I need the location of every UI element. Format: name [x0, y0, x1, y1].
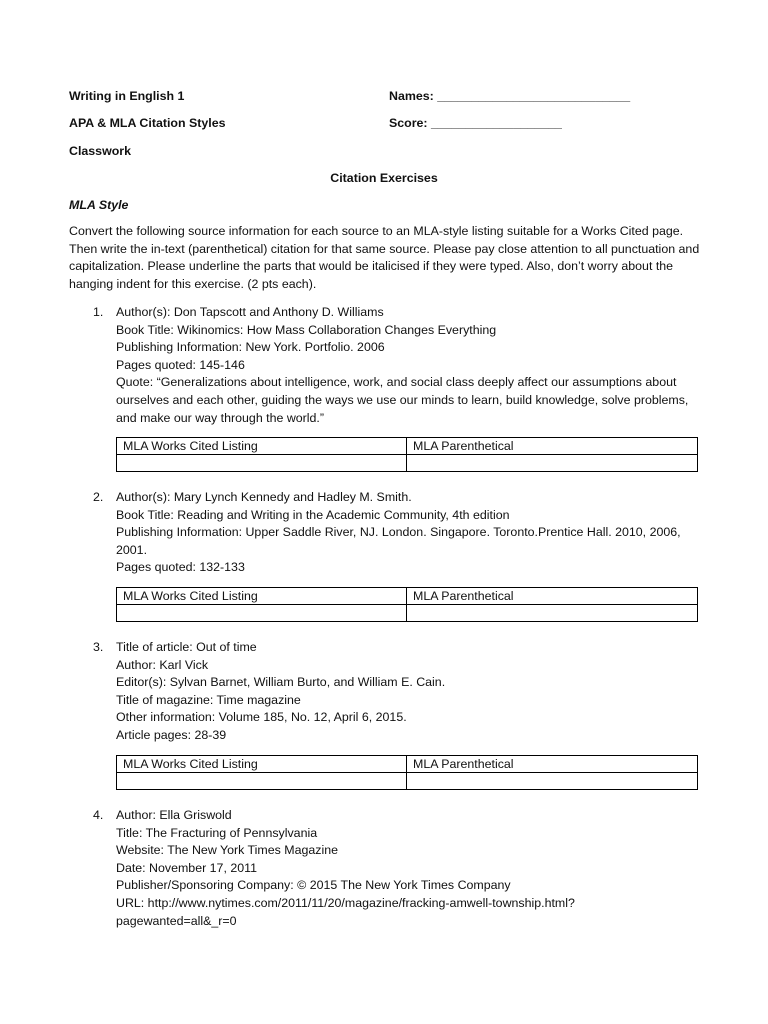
- item-number: 4.: [93, 808, 104, 822]
- item-url: URL: http://www.nytimes.com/2011/11/20/magazine/fracking-amwell-township.html?: [116, 895, 575, 910]
- parenthetical-answer-cell[interactable]: [407, 605, 698, 622]
- item-quote: Quote: “Generalizations about intelligence, work, and social class deeply affect our assumptions about ourselves and each other, guiding the ways we use our minds to learn, build knowledge, solve problems, and make our way through the world.”: [116, 375, 689, 425]
- item-line: Book Title: Reading and Writing in the Academic Community, 4th edition: [116, 507, 510, 522]
- item-line: Publisher/Sponsoring Company: © 2015 The New York Times Company: [116, 878, 511, 893]
- item-url-cont: pagewanted=all&_r=0: [116, 913, 237, 928]
- page-title: Citation Exercises: [330, 171, 438, 185]
- item-line: Other information: Volume 185, No. 12, April 6, 2015.: [116, 710, 407, 725]
- parenthetical-header: MLA Parenthetical: [407, 438, 698, 455]
- answer-table-1: [116, 437, 698, 472]
- works-cited-header: MLA Works Cited Listing: [117, 438, 407, 455]
- course-name: Writing in English 1: [69, 89, 185, 103]
- section-heading: MLA Style: [69, 198, 129, 212]
- works-cited-answer-cell[interactable]: [117, 773, 407, 790]
- item-number: 2.: [93, 490, 104, 504]
- item-line: Title of magazine: Time magazine: [116, 692, 301, 707]
- assignment-type: Classwork: [69, 144, 131, 158]
- item-line: Author(s): Don Tapscott and Anthony D. Williams: [116, 305, 384, 319]
- item-line: Publishing Information: New York. Portfolio. 2006: [116, 340, 385, 355]
- parenthetical-answer-cell[interactable]: [407, 773, 698, 790]
- parenthetical-header: MLA Parenthetical: [407, 756, 698, 773]
- item-line: Article pages: 28-39: [116, 727, 227, 742]
- item-line: Publishing Information: Upper Saddle River, NJ. London. Singapore. Toronto.Prentice Hall. 2010, 2006, 2001.: [116, 525, 681, 557]
- item-number: 1.: [93, 305, 104, 319]
- item-line: Author(s): Mary Lynch Kennedy and Hadley M. Smith.: [116, 490, 412, 504]
- item-line: Pages quoted: 132-133: [116, 560, 245, 575]
- works-cited-header: MLA Works Cited Listing: [117, 756, 407, 773]
- topic-name: APA & MLA Citation Styles: [69, 116, 226, 130]
- item-line: Title of article: Out of time: [116, 640, 257, 654]
- answer-table-2: [116, 587, 698, 622]
- item-line: Website: The New York Times Magazine: [116, 843, 338, 858]
- item-line: Editor(s): Sylvan Barnet, William Burto, and William E. Cain.: [116, 675, 446, 690]
- parenthetical-answer-cell[interactable]: [407, 455, 698, 472]
- works-cited-answer-cell[interactable]: [117, 455, 407, 472]
- works-cited-answer-cell[interactable]: [117, 605, 407, 622]
- names-field: Names: ____________________________: [389, 89, 631, 103]
- item-line: Author: Karl Vick: [116, 657, 209, 672]
- instructions: Convert the following source information for each source to an MLA-style listing suitable for a Works Cited page. Then write the in-text (parenthetical) citation for that same source. Please pay close attention to all punctuation and capitalization. Please underline the parts that would be italicised if they were typed. Also, don’t worry about the hanging indent for this exercise. (2 pts each).: [69, 224, 700, 291]
- item-line: Title: The Fracturing of Pennsylvania: [116, 825, 318, 840]
- item-line: Book Title: Wikinomics: How Mass Collaboration Changes Everything: [116, 322, 497, 337]
- works-cited-header: MLA Works Cited Listing: [117, 588, 407, 605]
- item-line: Pages quoted: 145-146: [116, 357, 245, 372]
- answer-table-3: [116, 755, 698, 790]
- parenthetical-header: MLA Parenthetical: [407, 588, 698, 605]
- item-line: Date: November 17, 2011: [116, 860, 257, 875]
- item-number: 3.: [93, 640, 104, 654]
- item-line: Author: Ella Griswold: [116, 808, 232, 822]
- score-field: Score: ___________________: [389, 116, 562, 130]
